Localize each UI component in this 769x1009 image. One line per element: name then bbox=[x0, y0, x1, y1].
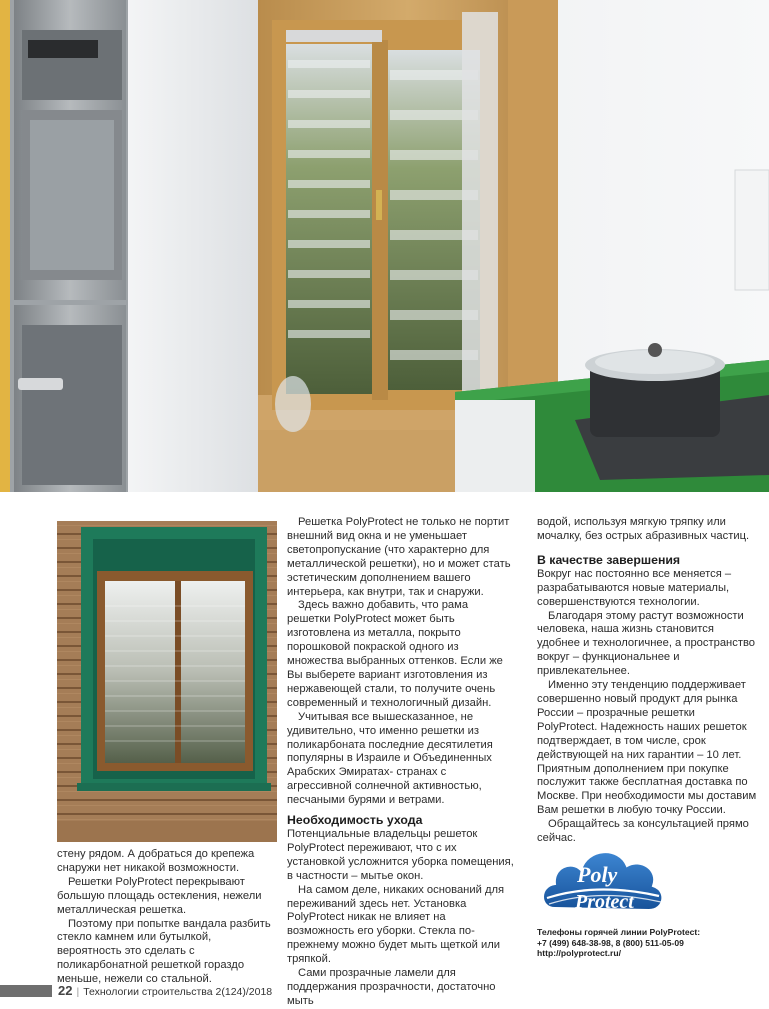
paragraph: На самом деле, никаких оснований для переживаний здесь нет. Установка PolyProtect никак не влияет на возможность его уборки. Стекла по-прежнему можно будет мыть щеткой или тряпкой. bbox=[287, 883, 505, 966]
contacts-title: Телефоны горячей линии PolyProtect: bbox=[537, 927, 701, 937]
paragraph: стену рядом. А добраться до крепежа снаружи нет никакой возможности. bbox=[57, 848, 255, 874]
contacts-url[interactable]: http://polyprotect.ru/ bbox=[537, 948, 622, 959]
paragraph: Обращайтесь за консультацией прямо сейчас. bbox=[537, 818, 749, 845]
page-footer bbox=[58, 983, 272, 999]
house-window-photo bbox=[57, 521, 277, 842]
polyprotect-logo bbox=[537, 838, 667, 926]
paragraph: Сами прозрачные ламели для поддержания прозрачности, достаточно мыть bbox=[287, 967, 496, 1007]
section-heading-conclusion: В качестве завершения bbox=[537, 552, 681, 567]
paragraph: водой, используя мягкую тряпку или мочалку, без острых абразивных частиц. bbox=[537, 516, 750, 542]
paragraph: Именно эту тенденцию поддерживает совершенно новый продукт для рынка России – прозрачные решетки PolyProtect. Надежность наших решеток подтверждает, в том числе, срок действующей на них гарантии – 10 лет. Приятным дополнением при покупке послужит также бесплатная доставка по Москве. При необходимости мы доставим Вам решетки в любую точку России. bbox=[537, 679, 757, 817]
logo-word-poly: Poly bbox=[577, 862, 618, 887]
column-1-text bbox=[57, 848, 277, 987]
section-heading-care: Необходимость ухода bbox=[287, 813, 423, 828]
paragraph: Поэтому при попытке вандала разбить стекло камнем или бутылкой, вероятность это сделать с поликарбонатной решеткой гораздо меньше, нежели со стальной. bbox=[57, 917, 271, 986]
paragraph: Учитывая все вышесказанное, не удивительно, что именно решетки из поликарбоната последние десятилетия популярны в Израиле и Объединенных Арабских Эмиратах- странах с агрессивной солнечной активностью, песчаными бурями и ветрами. bbox=[287, 710, 493, 807]
footer-separator: | bbox=[76, 986, 80, 998]
paragraph: Решетки PolyProtect перекрывают большую площадь остекления, нежели металлическая решетка. bbox=[57, 875, 262, 916]
column-2-text bbox=[287, 516, 514, 1009]
page-number: 22 bbox=[58, 983, 73, 998]
paragraph: Вокруг нас постоянно все меняется – разрабатываются новые материалы, совершенствуются технологии. bbox=[537, 567, 732, 608]
logo-word-protect: Protect bbox=[575, 891, 634, 913]
contacts-phones: +7 (499) 648-38-98, 8 (800) 511-05-09 bbox=[537, 937, 684, 948]
kitchen-window-photo bbox=[0, 0, 769, 492]
paragraph: Благодаря этому растут возможности человека, наша жизнь становится удобнее и технологичнее, а пространство вокруг – функциональнее и привлекательнее. bbox=[537, 609, 755, 678]
column-3-text bbox=[537, 516, 758, 846]
journal-title: Технологии строительства 2(124)/2018 bbox=[83, 986, 273, 998]
paragraph: Решетка PolyProtect не только не портит внешний вид окна и не уменьшает светопропускание (что характерно для металлической решетки), но и может стать эстетическим дополнением вашего интерьера, как внутри, так и снаружи. bbox=[287, 516, 511, 598]
paragraph: Потенциальные владельцы решеток PolyProtect переживают, что с их установкой усложнится уборка помещения, в частности – мытье окон. bbox=[287, 828, 514, 882]
contacts-block bbox=[537, 927, 762, 959]
footer-bar bbox=[0, 985, 52, 997]
paragraph: Здесь важно добавить, что рама решетки PolyProtect может быть изготовлена из металла, покрыто порошковой покраской одного из множества выбранных оттенков. Если же Вы выберете вариант изготовления из нержавеющей стали, то получите очень современный и технологичный дизайн. bbox=[287, 599, 503, 709]
